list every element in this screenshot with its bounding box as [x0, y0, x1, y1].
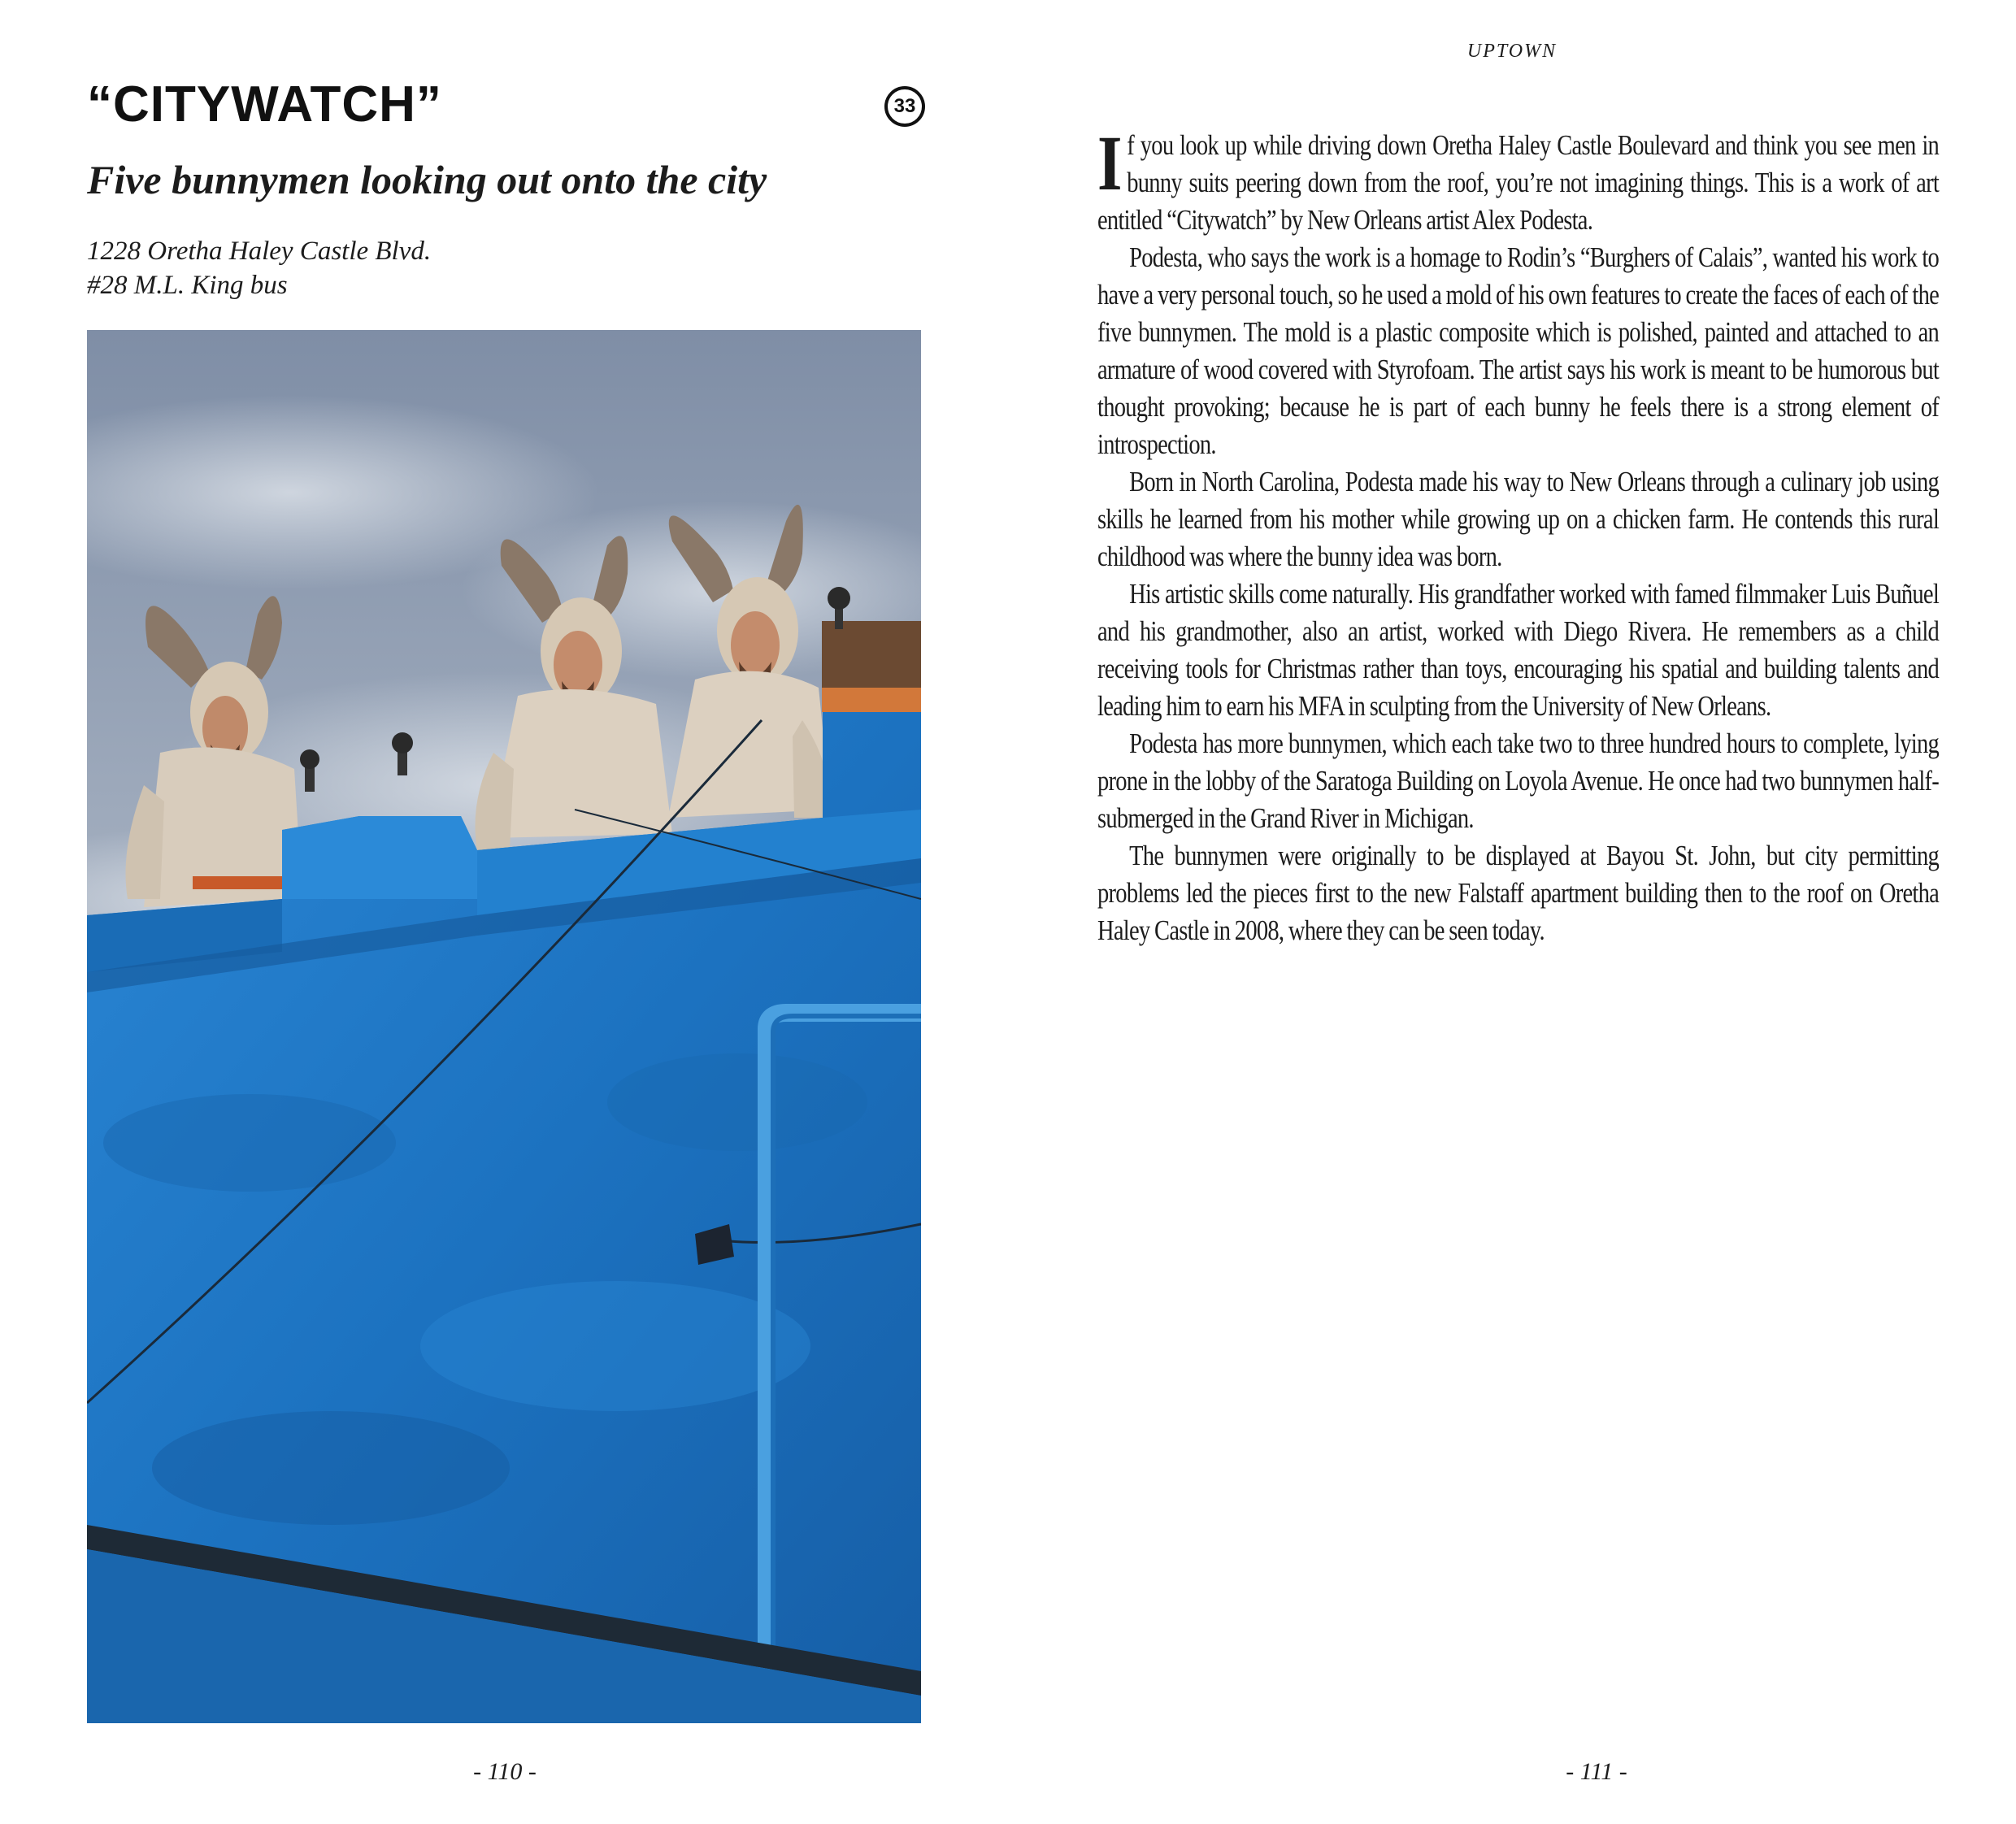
address-street: 1228 Oretha Haley Castle Blvd. — [87, 237, 432, 266]
page-number-left: - 110 - — [473, 1758, 537, 1785]
page-number-right: - 111 - — [1566, 1758, 1627, 1785]
paragraph-1 — [1097, 119, 1940, 239]
page-title: “CITYWATCH” — [87, 76, 442, 132]
paragraph-2: Podesta, who says the work is a homage to Rodin’s “Burghers of Calais”, wanted his work to have a very personal touch, so he used a mold of his own features to create the faces of each of the five bunnymen. The mold is a plastic composite which is polished, painted and attached to an armature of wood covered with Styrofoam. The artist says his work is meant to be humorous but thought provoking; because he is part of each bunny he feels there is a strong element of introspection. — [1097, 241, 1940, 460]
paragraph-5: Podesta has more bunnymen, which each take two to three hundred hours to complete, lying prone in the lobby of the Saratoga Building on Loyola Avenue. He once had two bunnymen half-submerged in the Grand River in Michigan. — [1097, 727, 1940, 834]
running-head: UPTOWN — [1466, 41, 1558, 62]
address-block — [87, 234, 431, 302]
paragraph-3: Born in North Carolina, Podesta made his way to New Orleans through a culinary job using skills he learned from his mother while growing up on a chicken farm. He contends this rural childhood was where the bunny idea was born. — [1097, 466, 1940, 572]
article-body — [1097, 119, 1940, 949]
paragraph-1-text: f you look up while driving down Oretha Haley Castle Boulevard and think you see men in bunny suits peering down from the roof, you’re not imagining things. This is a work of art entitled “Citywatch” by New Orleans artist Alex Podesta. — [1097, 129, 1940, 236]
address-bus: #28 M.L. King bus — [87, 271, 288, 300]
subtitle: Five bunnymen looking out onto the city — [87, 157, 767, 202]
bunnymen-photo — [87, 330, 921, 1723]
paragraph-4: His artistic skills come naturally. His grandfather worked with famed filmmaker Luis Buñuel and his grandmother, also an artist, worked with Diego Rivera. He remembers as a child receiving tools for Christmas rather than toys, encouraging his spatial and building talents and leading him to earn his MFA in sculpting from the University of New Orleans. — [1097, 578, 1940, 722]
entry-number-badge: 33 — [884, 86, 925, 127]
drop-cap: I — [1097, 119, 1122, 206]
paragraph-6: The bunnymen were originally to be displayed at Bayou St. John, but city permitting problems led the pieces first to the new Falstaff apartment building then to the roof on Oretha Haley Castle in 2008, where they can be seen today. — [1097, 840, 1940, 946]
right-page — [1008, 0, 2016, 1824]
